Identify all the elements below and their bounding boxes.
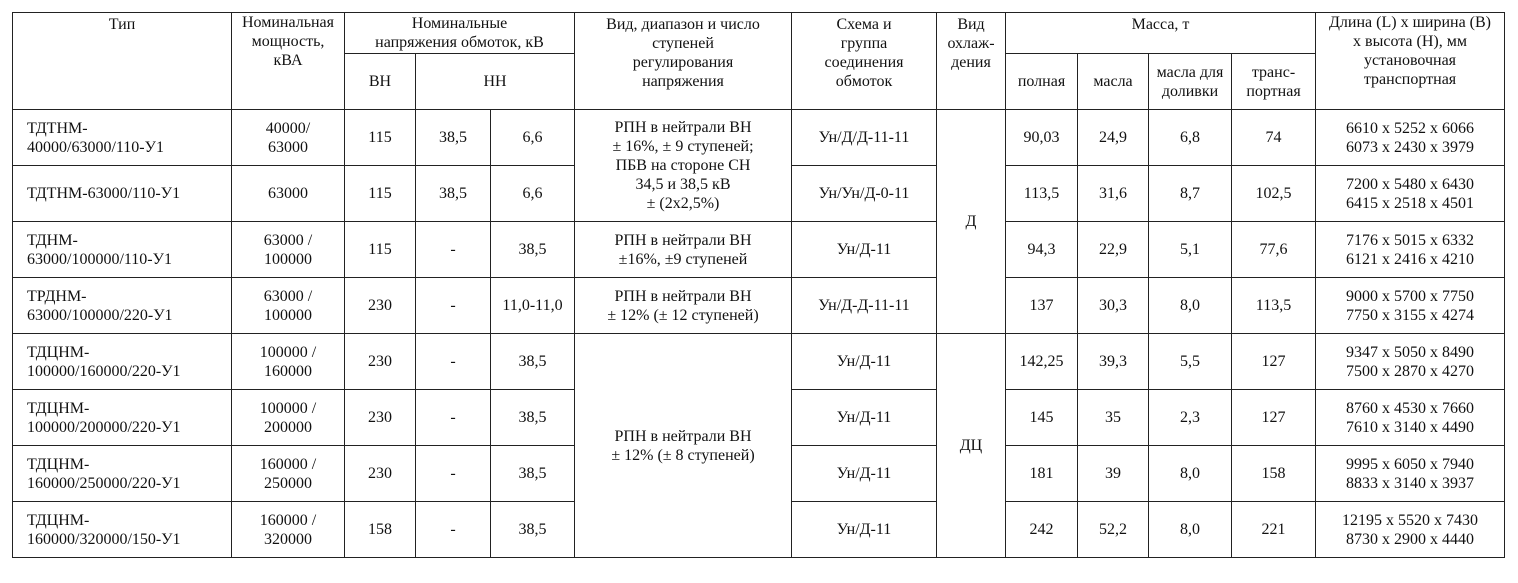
hv-cell: 158 [345,502,416,558]
header-scheme: Схема и группа соединения обмоток [792,13,937,110]
lv-cell: 38,5 [491,222,575,278]
lv-cell: 38,5 [491,390,575,446]
mass-oil-cell: 39,3 [1078,334,1149,390]
mass-oil-cell: 22,9 [1078,222,1149,278]
mass-full-cell: 142,25 [1006,334,1078,390]
regulation-cell: РПН в нейтрали ВН ± 16%, ± 9 ступеней; ПБВ на стороне СН 34,5 и 38,5 кВ ± (2х2,5%) [575,110,792,222]
type-cell: ТДТНМ-63000/110-У1 [13,166,232,222]
power-cell: 63000 / 100000 [232,222,345,278]
mass-transport-cell: 102,5 [1232,166,1316,222]
dimensions-cell: 7176 х 5015 х 6332 6121 х 2416 х 4210 [1316,222,1505,278]
hv-cell: 230 [345,334,416,390]
regulation-cell: РПН в нейтрали ВН ±16%, ±9 ступеней [575,222,792,278]
regulation-cell: РПН в нейтрали ВН ± 12% (± 12 ступеней) [575,278,792,334]
mass-topup-cell: 6,8 [1149,110,1232,166]
mass-full-cell: 242 [1006,502,1078,558]
mv-cell: - [416,222,491,278]
power-cell: 100000 / 200000 [232,390,345,446]
mass-transport-cell: 127 [1232,390,1316,446]
type-cell: ТДЦНМ- 100000/200000/220-У1 [13,390,232,446]
mass-topup-cell: 2,3 [1149,390,1232,446]
transformer-spec-document [12,12,1505,558]
header-voltages: Номинальные напряжения обмоток, кВ [345,13,575,54]
dimensions-cell: 9347 х 5050 х 8490 7500 х 2870 х 4270 [1316,334,1505,390]
mass-topup-cell: 8,7 [1149,166,1232,222]
lv-cell: 6,6 [491,110,575,166]
mass-topup-cell: 8,0 [1149,278,1232,334]
hv-cell: 115 [345,166,416,222]
header-mass-oil: масла [1078,54,1149,110]
mass-full-cell: 181 [1006,446,1078,502]
hv-cell: 230 [345,278,416,334]
header-row-1 [13,13,1505,54]
dimensions-cell: 8760 х 4530 х 7660 7610 х 3140 х 4490 [1316,390,1505,446]
power-cell: 40000/ 63000 [232,110,345,166]
scheme-cell: Ун/Д-11 [792,390,937,446]
type-cell: ТДЦНМ- 160000/320000/150-У1 [13,502,232,558]
cooling-cell: Д [937,110,1006,334]
header-mass: Масса, т [1006,13,1316,54]
mass-oil-cell: 35 [1078,390,1149,446]
scheme-cell: Ун/Д/Д-11-11 [792,110,937,166]
mass-full-cell: 94,3 [1006,222,1078,278]
regulation-cell: РПН в нейтрали ВН ± 12% (± 8 ступеней) [575,334,792,558]
header-lv: НН [416,54,575,110]
mass-topup-cell: 8,0 [1149,502,1232,558]
header-power: Номинальная мощность, кВА [232,13,345,110]
lv-cell: 6,6 [491,166,575,222]
mass-transport-cell: 221 [1232,502,1316,558]
mv-cell: - [416,390,491,446]
header-dimensions: Длина (L) х ширина (B) х высота (H), мм установочная транспортная [1316,13,1505,110]
table-row [13,278,1505,334]
cooling-cell: ДЦ [937,334,1006,558]
header-type: Тип [13,13,232,110]
mv-cell: - [416,502,491,558]
mass-oil-cell: 52,2 [1078,502,1149,558]
power-cell: 100000 / 160000 [232,334,345,390]
scheme-cell: Ун/Ун/Д-0-11 [792,166,937,222]
dimensions-cell: 7200 х 5480 х 6430 6415 х 2518 х 4501 [1316,166,1505,222]
mass-oil-cell: 39 [1078,446,1149,502]
table-row [13,110,1505,166]
header-mass-topup: масла для доливки [1149,54,1232,110]
mass-topup-cell: 5,5 [1149,334,1232,390]
dimensions-cell: 9000 х 5700 х 7750 7750 х 3155 х 4274 [1316,278,1505,334]
mass-transport-cell: 127 [1232,334,1316,390]
scheme-cell: Ун/Д-11 [792,502,937,558]
type-cell: ТДЦНМ- 160000/250000/220-У1 [13,446,232,502]
type-cell: ТДЦНМ- 100000/160000/220-У1 [13,334,232,390]
mv-cell: - [416,334,491,390]
table-row [13,334,1505,390]
header-regulation: Вид, диапазон и число ступеней регулирования напряжения [575,13,792,110]
lv-cell: 11,0-11,0 [491,278,575,334]
lv-cell: 38,5 [491,502,575,558]
dimensions-cell: 12195 х 5520 х 7430 8730 х 2900 х 4440 [1316,502,1505,558]
mass-full-cell: 113,5 [1006,166,1078,222]
scheme-cell: Ун/Д-Д-11-11 [792,278,937,334]
mass-full-cell: 137 [1006,278,1078,334]
dimensions-cell: 9995 х 6050 х 7940 8833 х 3140 х 3937 [1316,446,1505,502]
mv-cell: 38,5 [416,166,491,222]
lv-cell: 38,5 [491,334,575,390]
header-mass-transport: транс- портная [1232,54,1316,110]
mass-topup-cell: 8,0 [1149,446,1232,502]
power-cell: 160000 / 320000 [232,502,345,558]
header-cooling: Вид охлаж- дения [937,13,1006,110]
mass-transport-cell: 158 [1232,446,1316,502]
lv-cell: 38,5 [491,446,575,502]
hv-cell: 115 [345,110,416,166]
scheme-cell: Ун/Д-11 [792,222,937,278]
type-cell: ТРДНМ- 63000/100000/220-У1 [13,278,232,334]
power-cell: 160000 / 250000 [232,446,345,502]
hv-cell: 230 [345,390,416,446]
mv-cell: - [416,278,491,334]
mass-oil-cell: 24,9 [1078,110,1149,166]
header-mass-full: полная [1006,54,1078,110]
mass-oil-cell: 30,3 [1078,278,1149,334]
table-row [13,222,1505,278]
mv-cell: - [416,446,491,502]
type-cell: ТДТНМ- 40000/63000/110-У1 [13,110,232,166]
mass-oil-cell: 31,6 [1078,166,1149,222]
dimensions-cell: 6610 х 5252 х 6066 6073 х 2430 х 3979 [1316,110,1505,166]
mass-topup-cell: 5,1 [1149,222,1232,278]
type-cell: ТДНМ- 63000/100000/110-У1 [13,222,232,278]
transformer-spec-table [12,12,1505,558]
scheme-cell: Ун/Д-11 [792,446,937,502]
power-cell: 63000 / 100000 [232,278,345,334]
scheme-cell: Ун/Д-11 [792,334,937,390]
mass-transport-cell: 77,6 [1232,222,1316,278]
mv-cell: 38,5 [416,110,491,166]
hv-cell: 115 [345,222,416,278]
mass-transport-cell: 74 [1232,110,1316,166]
power-cell: 63000 [232,166,345,222]
hv-cell: 230 [345,446,416,502]
header-hv: ВН [345,54,416,110]
mass-transport-cell: 113,5 [1232,278,1316,334]
mass-full-cell: 145 [1006,390,1078,446]
mass-full-cell: 90,03 [1006,110,1078,166]
